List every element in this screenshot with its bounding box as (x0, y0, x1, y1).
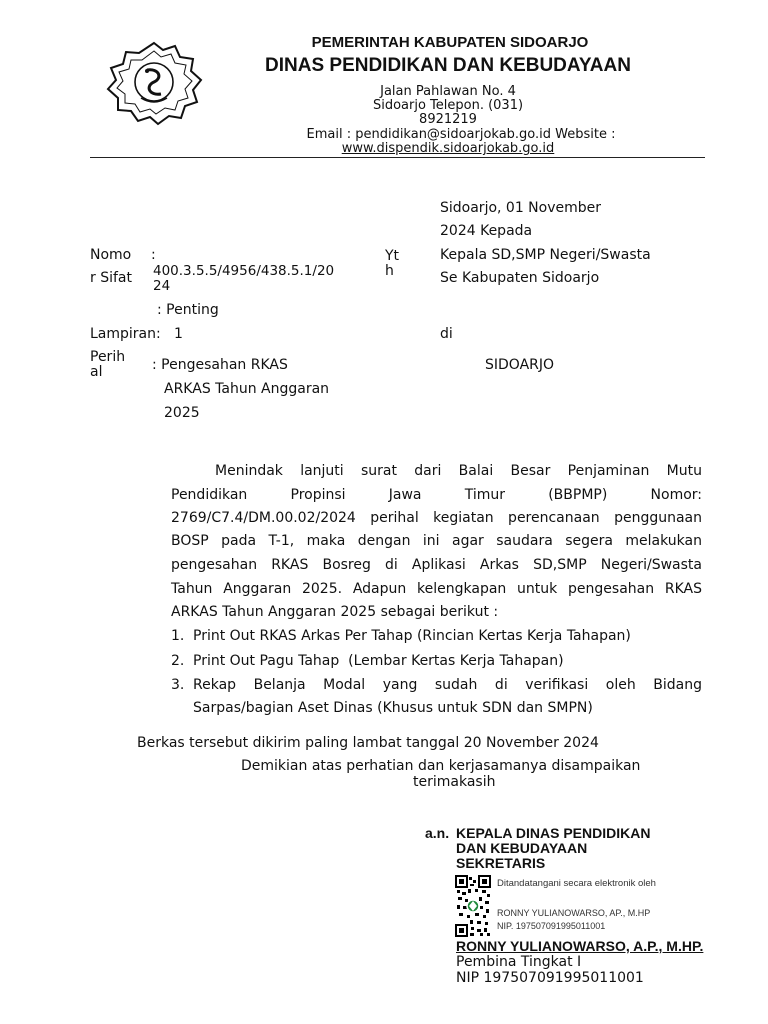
recipient-city: SIDOARJO (485, 357, 555, 373)
letter-date-line-1: Sidoarjo, 01 November (440, 200, 602, 216)
nomor-value-a: 400.3.5.5/4956/438.5.1/20 (153, 263, 335, 279)
list-number-3: 3. (171, 677, 185, 693)
recipient-line-1: Kepala SD,SMP Negeri/Swasta (440, 247, 651, 263)
body-line-3: 2769/C7.4/DM.00.02/2024 perihal kegiatan perencanaan penggunaan (171, 510, 702, 526)
perihal-value-2: ARKAS Tahun Anggaran (164, 381, 330, 397)
list-item-1: Print Out RKAS Arkas Per Tahap (Rincian Kertas Kerja Tahapan) (193, 628, 631, 644)
closing-line-2: terimakasih (413, 774, 496, 790)
signatory-rank: Pembina Tingkat I (456, 954, 582, 970)
letter-date-line-2: 2024 Kepada (440, 223, 533, 239)
nomor-label-a: Nomo (90, 247, 132, 263)
body-line-2: Pendidikan Propinsi Jawa Timur (BBPMP) Nomor: (171, 487, 702, 503)
signatory-nip: NIP 197507091995011001 (456, 970, 644, 986)
signature-title-3: SEKRETARIS (456, 855, 546, 871)
lampiran-label: Lampiran: (90, 326, 161, 342)
header-address-3: 8921219 (419, 112, 477, 127)
signature-title-1: KEPALA DINAS PENDIDIKAN (456, 825, 651, 841)
perihal-label-b: al (90, 364, 103, 380)
qr-code-icon (455, 875, 491, 937)
recipient-di: di (440, 326, 453, 342)
list-number-1: 1. (171, 628, 185, 644)
perihal-value-1: : Pengesahan RKAS (152, 357, 288, 373)
body-line-4: BOSP pada T-1, maka dengan ini agar saudara segera melakukan (171, 533, 702, 549)
header-government: PEMERINTAH KABUPATEN SIDOARJO (311, 34, 589, 51)
nomor-value-b: 24 (153, 278, 171, 294)
yth-label-a: Yt (385, 248, 400, 264)
closing-line-1: Demikian atas perhatian dan kerjasamanya disampaikan (241, 758, 641, 774)
nomor-colon: : (151, 247, 156, 263)
perihal-value-3: 2025 (164, 405, 200, 421)
electronic-signature-box (455, 872, 710, 938)
list-item-3: Rekap Belanja Modal yang sudah di verifikasi oleh Bidang (193, 677, 702, 693)
header-email: Email : pendidikan@sidoarjokab.go.id Website : (306, 127, 616, 142)
esign-name: RONNY YULIANOWARSO, AP., M.HP (497, 908, 651, 918)
header-address-2: Sidoarjo Telepon. (031) (372, 98, 524, 113)
body-line-7: ARKAS Tahun Anggaran 2025 sebagai berikut : (171, 604, 499, 620)
header-website-link[interactable]: www.dispendik.sidoarjokab.go.id (341, 141, 555, 156)
perihal-label-a: Perih (90, 349, 126, 365)
esign-nip: NIP. 197507091995011001 (497, 921, 606, 931)
list-number-2: 2. (171, 653, 185, 669)
list-item-2: Print Out Pagu Tahap (Lembar Kertas Kerja Tahapan) (193, 653, 564, 669)
signature-an: a.n. (425, 825, 450, 841)
lampiran-value: 1 (174, 326, 183, 342)
body-line-6: Tahun Anggaran 2025. Adapun kelengkapan untuk pengesahan RKAS (171, 581, 702, 597)
body-line-1: Menindak lanjuti surat dari Balai Besar Penjaminan Mutu (215, 463, 702, 479)
signatory-name: RONNY YULIANOWARSO, A.P., M.HP. (456, 938, 704, 954)
deadline-text: Berkas tersebut dikirim paling lambat tanggal 20 November 2024 (137, 735, 599, 751)
header-divider (90, 157, 705, 158)
regency-emblem-icon (103, 40, 205, 126)
header-address-1: Jalan Pahlawan No. 4 (380, 84, 516, 99)
nomor-label-b: r Sifat (90, 270, 132, 286)
sifat-value: : Penting (157, 302, 219, 318)
esign-caption: Ditandatangani secara elektronik oleh (497, 878, 656, 889)
recipient-line-2: Se Kabupaten Sidoarjo (440, 270, 600, 286)
body-line-5: pengesahan RKAS Bosreg di Aplikasi Arkas SD,SMP Negeri/Swasta (171, 557, 702, 573)
header-agency: DINAS PENDIDIKAN DAN KEBUDAYAAN (265, 55, 631, 76)
signature-title-2: DAN KEBUDAYAAN (456, 840, 588, 856)
list-item-3-cont: Sarpas/bagian Aset Dinas (Khusus untuk SDN dan SMPN) (193, 700, 593, 716)
yth-label-b: h (385, 263, 394, 279)
